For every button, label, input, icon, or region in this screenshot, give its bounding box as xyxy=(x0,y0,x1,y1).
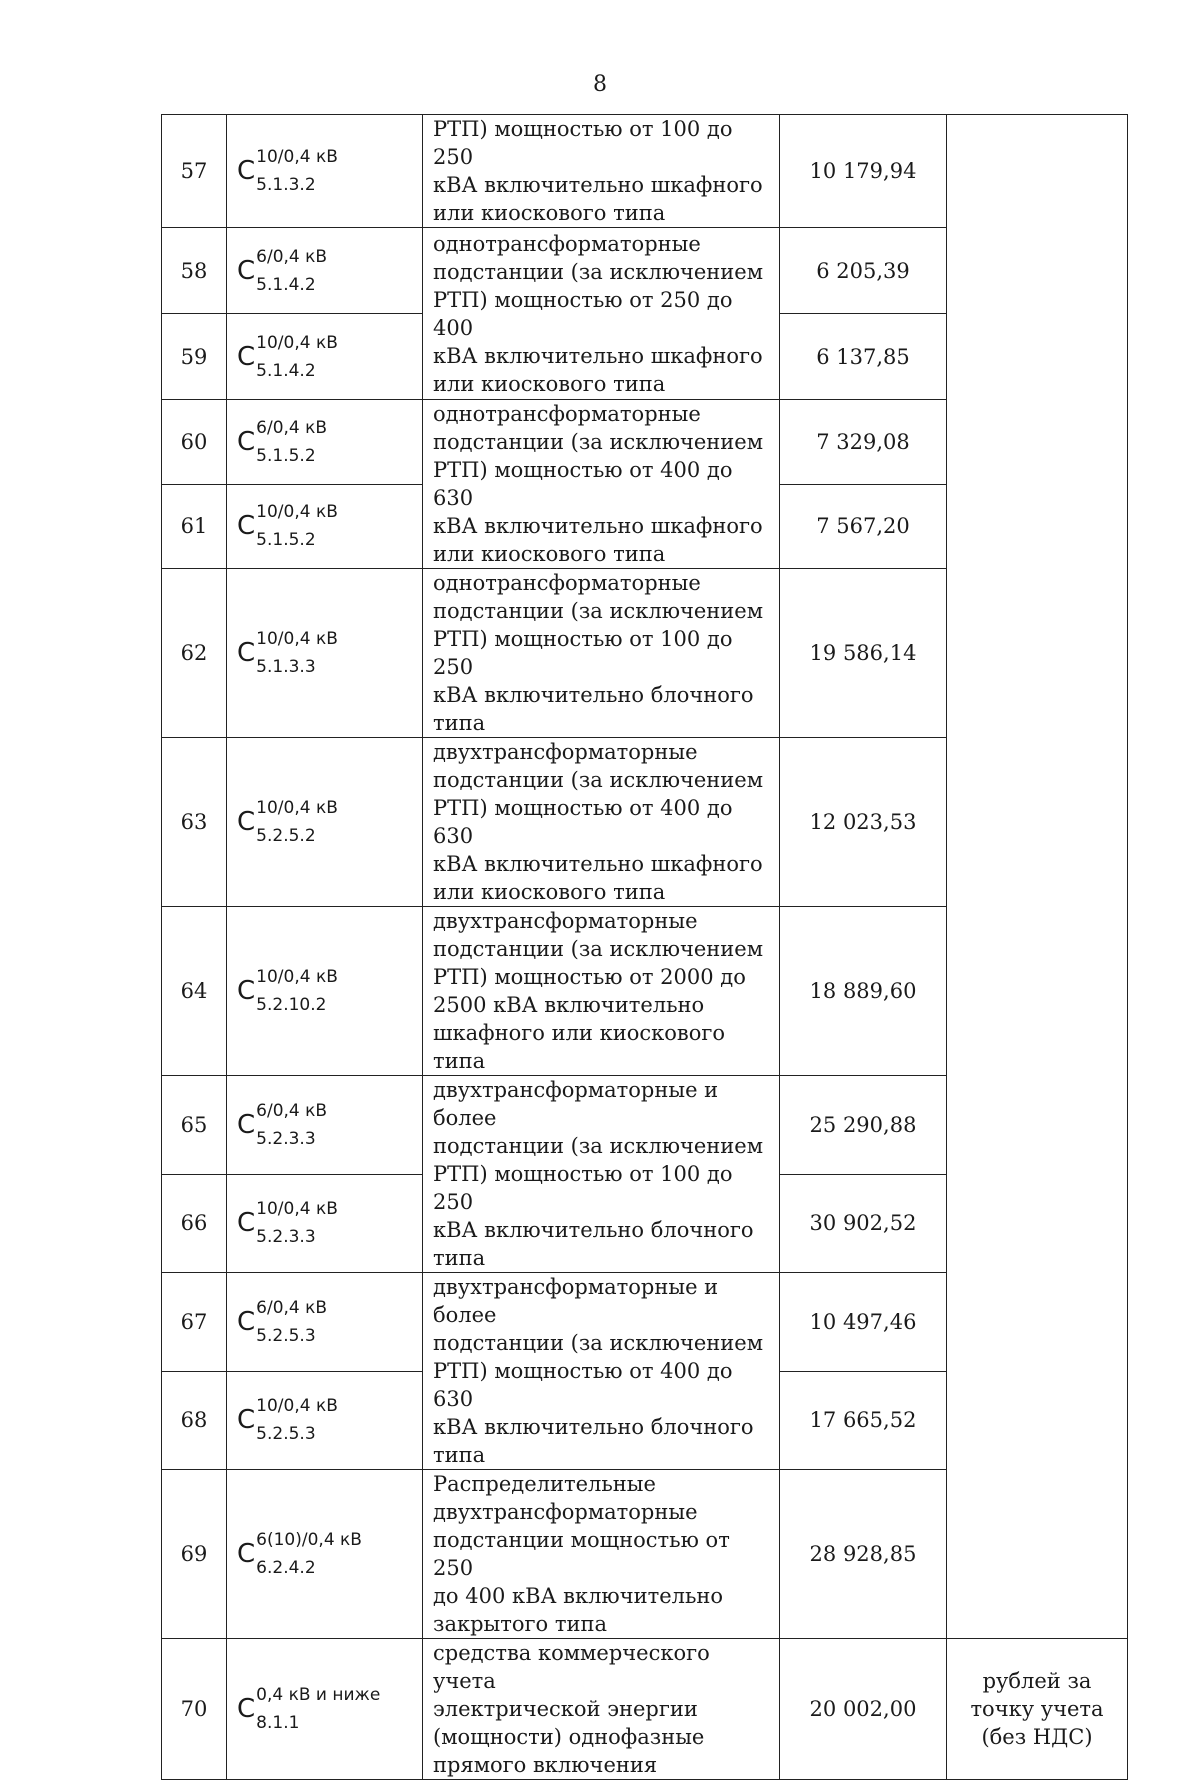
rate-code xyxy=(227,400,423,485)
code-letter: С xyxy=(237,807,256,837)
row-number: 61 xyxy=(162,484,227,569)
rate-code xyxy=(227,738,423,907)
code-index: 5.1.3.2 xyxy=(256,175,316,195)
rate-value: 6 137,85 xyxy=(780,314,947,400)
code-letter: С xyxy=(237,1539,256,1569)
code-letter: С xyxy=(237,976,256,1006)
code-voltage: 6/0,4 кВ xyxy=(256,417,328,438)
code-index: 5.1.4.2 xyxy=(256,360,316,381)
code-letter: С xyxy=(237,1306,256,1337)
rate-code xyxy=(227,484,423,569)
code-letter: С xyxy=(237,426,256,457)
rate-value: 10 497,46 xyxy=(780,1273,947,1372)
code-letter: С xyxy=(237,511,256,542)
row-number: 64 xyxy=(162,907,227,1076)
code-index: 6.2.4.2 xyxy=(256,1558,316,1578)
description: двухтрансформаторные и более подстанции (за исключением РТП) мощностью от 400 до 630 кВА включительно блочного типа xyxy=(423,1273,780,1470)
code-voltage: 6/0,4 кВ xyxy=(256,246,328,267)
code-index: 8.1.1 xyxy=(256,1713,300,1733)
code-letter: С xyxy=(237,1694,256,1724)
rate-code xyxy=(227,1174,423,1273)
row-number: 57 xyxy=(162,115,227,228)
table-row xyxy=(162,115,1128,228)
code-index: 5.2.3.3 xyxy=(256,1227,316,1248)
code-index: 5.2.5.3 xyxy=(256,1325,316,1346)
code-letter: С xyxy=(237,1405,256,1436)
row-number: 66 xyxy=(162,1174,227,1273)
rate-value: 7 567,20 xyxy=(780,484,947,569)
page-number: 8 xyxy=(593,72,607,97)
row-number: 60 xyxy=(162,400,227,485)
rate-value: 17 665,52 xyxy=(780,1371,947,1470)
code-index: 5.1.5.2 xyxy=(256,445,316,466)
rate-code xyxy=(227,228,423,314)
rate-code xyxy=(227,1076,423,1175)
unit-cell: рублей за точку учета (без НДС) xyxy=(947,1639,1128,1780)
code-voltage: 6/0,4 кВ xyxy=(256,1100,328,1121)
rate-value: 28 928,85 xyxy=(780,1470,947,1639)
code-letter: С xyxy=(237,1109,256,1140)
code-voltage: 6(10)/0,4 кВ xyxy=(256,1530,362,1550)
rate-value: 6 205,39 xyxy=(780,228,947,314)
rate-code xyxy=(227,1639,423,1780)
rate-code xyxy=(227,1273,423,1372)
code-voltage: 10/0,4 кВ xyxy=(256,147,338,167)
code-index: 5.1.4.2 xyxy=(256,274,316,295)
table-row xyxy=(162,1639,1128,1780)
code-letter: С xyxy=(237,255,256,286)
rate-value: 12 023,53 xyxy=(780,738,947,907)
code-index: 5.2.5.3 xyxy=(256,1424,316,1445)
description: двухтрансформаторные подстанции (за исключением РТП) мощностью от 2000 до 2500 кВА включительно шкафного или киоскового типа xyxy=(423,907,780,1076)
rate-value: 25 290,88 xyxy=(780,1076,947,1175)
row-number: 67 xyxy=(162,1273,227,1372)
code-voltage: 10/0,4 кВ xyxy=(256,332,338,353)
description: однотрансформаторные подстанции (за исключением РТП) мощностью от 250 до 400 кВА включительно шкафного или киоскового типа xyxy=(423,228,780,400)
code-voltage: 10/0,4 кВ xyxy=(256,1396,338,1417)
code-index: 5.1.5.2 xyxy=(256,530,316,551)
code-voltage: 0,4 кВ и ниже xyxy=(256,1685,381,1705)
description: однотрансформаторные подстанции (за исключением РТП) мощностью от 400 до 630 кВА включительно шкафного или киоскового типа xyxy=(423,400,780,569)
code-index: 5.2.5.2 xyxy=(256,826,316,846)
description: РТП) мощностью от 100 до 250 кВА включительно шкафного или киоскового типа xyxy=(423,115,780,228)
row-number: 65 xyxy=(162,1076,227,1175)
row-number: 59 xyxy=(162,314,227,400)
row-number: 63 xyxy=(162,738,227,907)
rate-value: 7 329,08 xyxy=(780,400,947,485)
rate-code xyxy=(227,1371,423,1470)
rate-value: 18 889,60 xyxy=(780,907,947,1076)
unit-cell xyxy=(947,115,1128,1639)
code-index: 5.2.3.3 xyxy=(256,1128,316,1149)
description: двухтрансформаторные подстанции (за исключением РТП) мощностью от 400 до 630 кВА включительно шкафного или киоскового типа xyxy=(423,738,780,907)
rate-value: 30 902,52 xyxy=(780,1174,947,1273)
row-number: 62 xyxy=(162,569,227,738)
code-voltage: 10/0,4 кВ xyxy=(256,798,338,818)
rate-value: 20 002,00 xyxy=(780,1639,947,1780)
rate-code xyxy=(227,1470,423,1639)
row-number: 69 xyxy=(162,1470,227,1639)
code-letter: С xyxy=(237,638,256,668)
code-voltage: 10/0,4 кВ xyxy=(256,967,338,987)
rate-value: 19 586,14 xyxy=(780,569,947,738)
code-voltage: 6/0,4 кВ xyxy=(256,1297,328,1318)
rate-code xyxy=(227,314,423,400)
description: Распределительные двухтрансформаторные подстанции мощностью от 250 до 400 кВА включительно закрытого типа xyxy=(423,1470,780,1639)
row-number: 70 xyxy=(162,1639,227,1780)
rate-code xyxy=(227,115,423,228)
rate-value: 10 179,94 xyxy=(780,115,947,228)
code-letter: С xyxy=(237,156,256,186)
description: средства коммерческого учета электрической энергии (мощности) однофазные прямого включения xyxy=(423,1639,780,1780)
rates-table xyxy=(161,114,1128,1780)
code-index: 5.2.10.2 xyxy=(256,995,327,1015)
code-voltage: 10/0,4 кВ xyxy=(256,1199,338,1220)
code-index: 5.1.3.3 xyxy=(256,657,316,677)
code-voltage: 10/0,4 кВ xyxy=(256,629,338,649)
code-letter: С xyxy=(237,1208,256,1239)
description: двухтрансформаторные и более подстанции (за исключением РТП) мощностью от 100 до 250 кВА включительно блочного типа xyxy=(423,1076,780,1273)
description: однотрансформаторные подстанции (за исключением РТП) мощностью от 100 до 250 кВА включительно блочного типа xyxy=(423,569,780,738)
row-number: 68 xyxy=(162,1371,227,1470)
row-number: 58 xyxy=(162,228,227,314)
code-voltage: 10/0,4 кВ xyxy=(256,502,338,523)
rate-code xyxy=(227,569,423,738)
rate-code xyxy=(227,907,423,1076)
code-letter: С xyxy=(237,341,256,372)
